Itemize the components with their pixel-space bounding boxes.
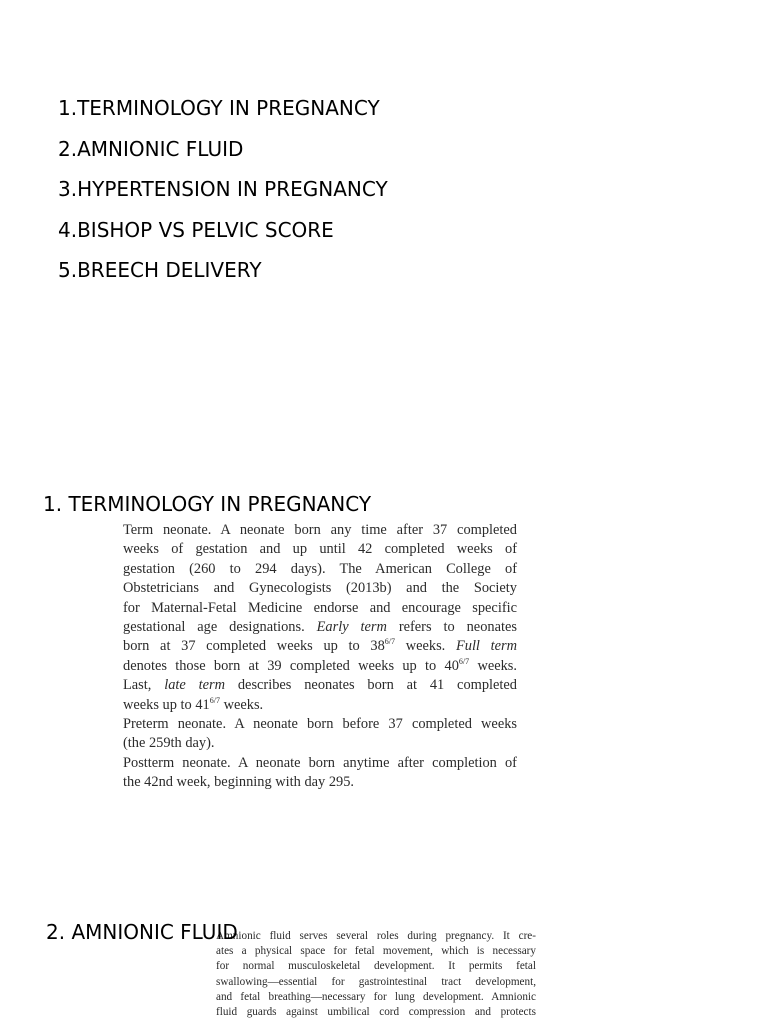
excerpt-line: ates a physical space for fetal movement, which is necessary <box>216 945 536 958</box>
toc-item-bishop-pelvic-score: 4.BISHOP VS PELVIC SCORE <box>58 217 334 242</box>
definition-text: Obstetricians and Gynecologists (2013b) and the Society <box>123 580 517 597</box>
definition-text: weeks. <box>405 638 446 655</box>
toc-item-breech-delivery: 5.BREECH DELIVERY <box>58 258 262 282</box>
definition-text: describes neonates born at 41 completed <box>237 677 517 694</box>
section-1-heading: 1. TERMINOLOGY IN PREGNANCY <box>43 492 372 516</box>
amnionic-fluid-excerpt <box>216 929 536 1020</box>
definition-text: A neonate born anytime after completion of <box>238 754 517 771</box>
definition-text: weeks up to 41 <box>123 696 210 713</box>
definition-text: the 42nd week, beginning with day 295. <box>123 774 355 791</box>
term-neonate-definition <box>123 521 517 715</box>
definition-text: Last, <box>123 677 152 694</box>
definition-text: for Maternal-Fetal Medicine endorse and encourage specific <box>123 599 517 616</box>
toc-item-amnionic-fluid: 2.AMNIONIC FLUID <box>58 136 244 161</box>
definition-text: weeks of gestation and up until 42 completed weeks of <box>123 541 517 558</box>
full-term-label: Full term <box>455 638 517 655</box>
definition-text: weeks. <box>477 657 517 674</box>
definition-text: A neonate born before 37 completed weeks <box>234 716 518 733</box>
section-2-heading: 2. AMNIONIC FLUID <box>46 920 238 944</box>
preterm-neonate-definition <box>123 715 517 754</box>
late-term-label: late term <box>164 677 226 694</box>
excerpt-line: for normal musculoskeletal development. It permits fetal <box>216 960 536 973</box>
definition-text: A neonate born any time after 37 completed <box>220 522 517 538</box>
definition-text: (the 259th day). <box>123 735 215 752</box>
early-term-label: Early term <box>316 619 387 636</box>
definition-text: denotes those born at 39 completed weeks up to 40 <box>123 657 459 674</box>
excerpt-line: and fetal breathing—necessary for lung development. Amnionic <box>216 990 536 1003</box>
toc-item-hypertension: 3.HYPERTENSION IN PREGNANCY <box>58 177 388 201</box>
definition-text: born at 37 completed weeks up to 38 <box>123 638 385 655</box>
postterm-neonate-definition <box>123 754 517 793</box>
fraction-superscript: 6/7 <box>458 656 470 666</box>
table-of-contents <box>58 88 388 291</box>
preterm-neonate-label: Preterm neonate. <box>123 716 227 733</box>
terminology-excerpt <box>123 521 517 793</box>
definition-text: weeks. <box>223 696 264 713</box>
term-neonate-label: Term neonate. <box>123 522 212 538</box>
definition-text: gestation (260 to 294 days). The American College of <box>123 560 517 577</box>
definition-text: refers to neonates <box>398 619 517 636</box>
definition-text: gestational age designations. <box>123 619 305 636</box>
excerpt-line: Amnionic fluid serves several roles during pregnancy. It cre- <box>216 930 536 942</box>
postterm-neonate-label: Postterm neonate. <box>123 754 231 771</box>
fraction-superscript: 6/7 <box>384 637 396 647</box>
excerpt-line: fluid guards against umbilical cord compression and protects <box>216 1006 536 1019</box>
toc-item-terminology: 1.TERMINOLOGY IN PREGNANCY <box>58 96 380 120</box>
fraction-superscript: 6/7 <box>209 695 220 705</box>
excerpt-line: swallowing—essential for gastrointestinal tract development, <box>216 975 536 988</box>
